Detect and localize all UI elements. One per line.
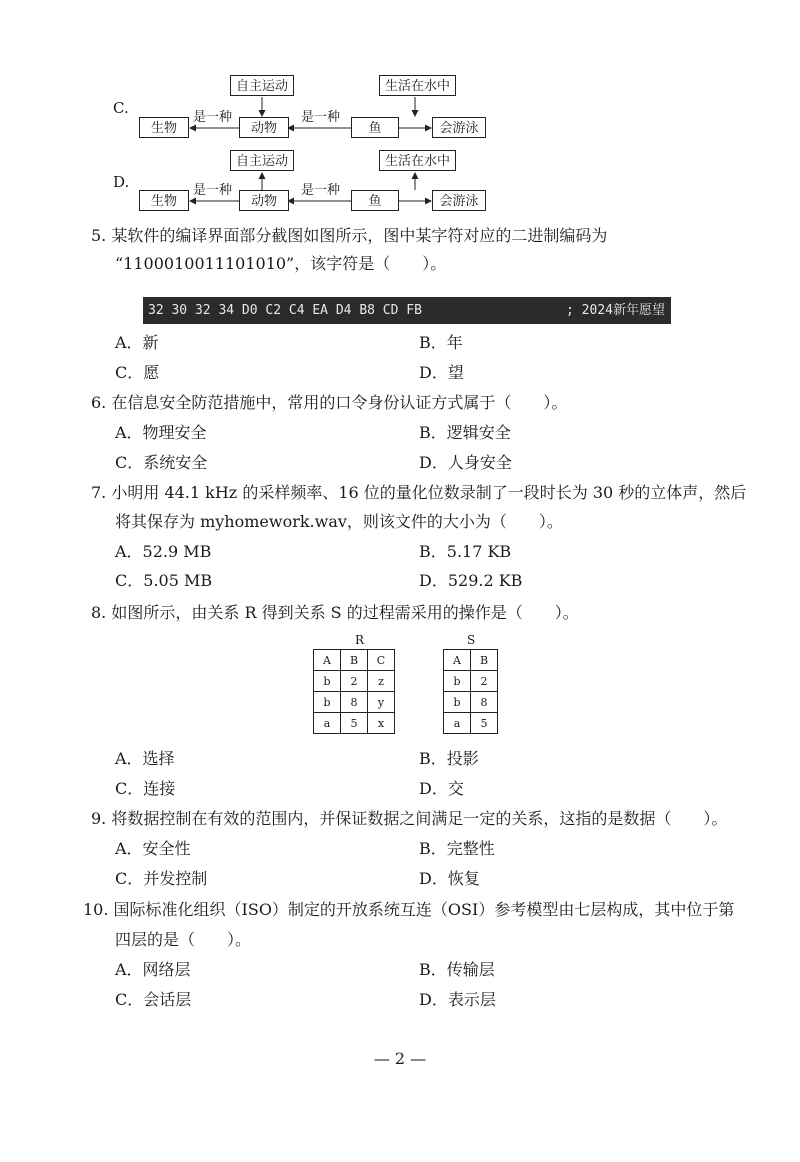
question-text: 7. 小明用 44.1 kHz 的采样频率、16 位的量化位数录制了一段时长为 30 秒的立体声，然后: [91, 483, 747, 502]
table-cell: b: [444, 692, 471, 713]
box-shenghuo-shuizhong: 生活在水中: [379, 75, 456, 96]
box-shengwu: 生物: [139, 190, 189, 211]
diagram-letter: C.: [113, 99, 129, 117]
option-d: D．交: [419, 779, 464, 798]
option-d: D．人身安全: [419, 453, 512, 472]
table-cell: z: [368, 671, 395, 692]
table-cell: 2: [471, 671, 498, 692]
option-a: A．选择: [115, 749, 175, 768]
box-dongwu: 动物: [239, 190, 289, 211]
option-b: B．年: [419, 333, 463, 352]
option-b: B．投影: [419, 749, 479, 768]
hex-comment: ; 2024新年愿望: [566, 303, 665, 318]
option-b: B．5.17 KB: [419, 542, 512, 561]
option-b: B．传输层: [419, 960, 495, 979]
relation-s-title: S: [467, 633, 476, 647]
box-shengwu: 生物: [139, 117, 189, 138]
option-b: B．完整性: [419, 839, 495, 858]
edge-label: 是一种: [193, 183, 233, 198]
relation-s-table: [443, 649, 498, 734]
table-cell: 5: [341, 713, 368, 734]
edge-label: 是一种: [193, 110, 233, 125]
option-d: D．529.2 KB: [419, 571, 523, 590]
table-cell: a: [444, 713, 471, 734]
table-cell: 8: [471, 692, 498, 713]
table-cell: b: [444, 671, 471, 692]
option-c: C．愿: [115, 363, 160, 382]
diagram-d-arrows: [0, 0, 800, 220]
question-text: 9. 将数据控制在有效的范围内，并保证数据之间满足一定的关系，这指的是数据（ ）。: [91, 809, 728, 828]
table-row: [314, 713, 395, 734]
table-cell: a: [314, 713, 341, 734]
box-zizhu-yundong: 自主运动: [230, 150, 294, 171]
option-c: C．并发控制: [115, 869, 208, 888]
question-text: 四层的是（ ）。: [115, 930, 252, 949]
option-d: D．恢复: [419, 869, 480, 888]
table-cell: 8: [341, 692, 368, 713]
page-number: — 2 —: [373, 1049, 427, 1068]
box-dongwu: 动物: [239, 117, 289, 138]
compiler-hex-screenshot: [143, 297, 671, 324]
table-cell: b: [314, 671, 341, 692]
table-row: [444, 650, 498, 671]
table-row: [444, 692, 498, 713]
option-d: D．表示层: [419, 990, 496, 1009]
option-a: A．新: [115, 333, 159, 352]
table-row: [314, 692, 395, 713]
option-c: C．连接: [115, 779, 176, 798]
option-d: D．望: [419, 363, 464, 382]
question-text: 5. 某软件的编译界面部分截图如图所示，图中某字符对应的二进制编码为: [91, 226, 608, 245]
table-row: [314, 650, 395, 671]
table-cell: A: [314, 650, 341, 671]
box-huiyouyong: 会游泳: [432, 190, 486, 211]
question-text: 将其保存为 myhomework.wav，则该文件的大小为（ ）。: [115, 512, 563, 531]
table-cell: b: [314, 692, 341, 713]
box-yu: 鱼: [351, 117, 399, 138]
table-cell: 5: [471, 713, 498, 734]
option-c: C．系统安全: [115, 453, 208, 472]
question-text: 10. 国际标准化组织（ISO）制定的开放系统互连（OSI）参考模型由七层构成，其中位于第: [83, 900, 735, 919]
option-c: C．会话层: [115, 990, 192, 1009]
edge-label: 是一种: [301, 110, 341, 125]
relation-r-table: [313, 649, 395, 734]
edge-label: 是一种: [301, 183, 341, 198]
hex-bytes: 32 30 32 34 D0 C2 C4 EA D4 B8 CD FB: [148, 303, 422, 318]
diagram-letter: D.: [113, 173, 130, 191]
table-cell: C: [368, 650, 395, 671]
table-cell: y: [368, 692, 395, 713]
box-shenghuo-shuizhong: 生活在水中: [379, 150, 456, 171]
relation-r-title: R: [355, 633, 365, 647]
table-row: [314, 671, 395, 692]
table-row: [444, 713, 498, 734]
option-a: A．52.9 MB: [115, 542, 212, 561]
table-cell: A: [444, 650, 471, 671]
box-zizhu-yundong: 自主运动: [230, 75, 294, 96]
box-huiyouyong: 会游泳: [432, 117, 486, 138]
question-text: 8. 如图所示，由关系 R 得到关系 S 的过程需采用的操作是（ ）。: [91, 603, 579, 622]
option-a: A．安全性: [115, 839, 191, 858]
table-cell: B: [471, 650, 498, 671]
box-yu: 鱼: [351, 190, 399, 211]
table-cell: x: [368, 713, 395, 734]
question-text: “1100010011101010”，该字符是（ ）。: [115, 254, 447, 273]
question-text: 6. 在信息安全防范措施中，常用的口令身份认证方式属于（ ）。: [91, 393, 568, 412]
option-a: A．物理安全: [115, 423, 207, 442]
option-b: B．逻辑安全: [419, 423, 511, 442]
table-row: [444, 671, 498, 692]
table-cell: 2: [341, 671, 368, 692]
table-cell: B: [341, 650, 368, 671]
option-a: A．网络层: [115, 960, 191, 979]
option-c: C．5.05 MB: [115, 571, 213, 590]
